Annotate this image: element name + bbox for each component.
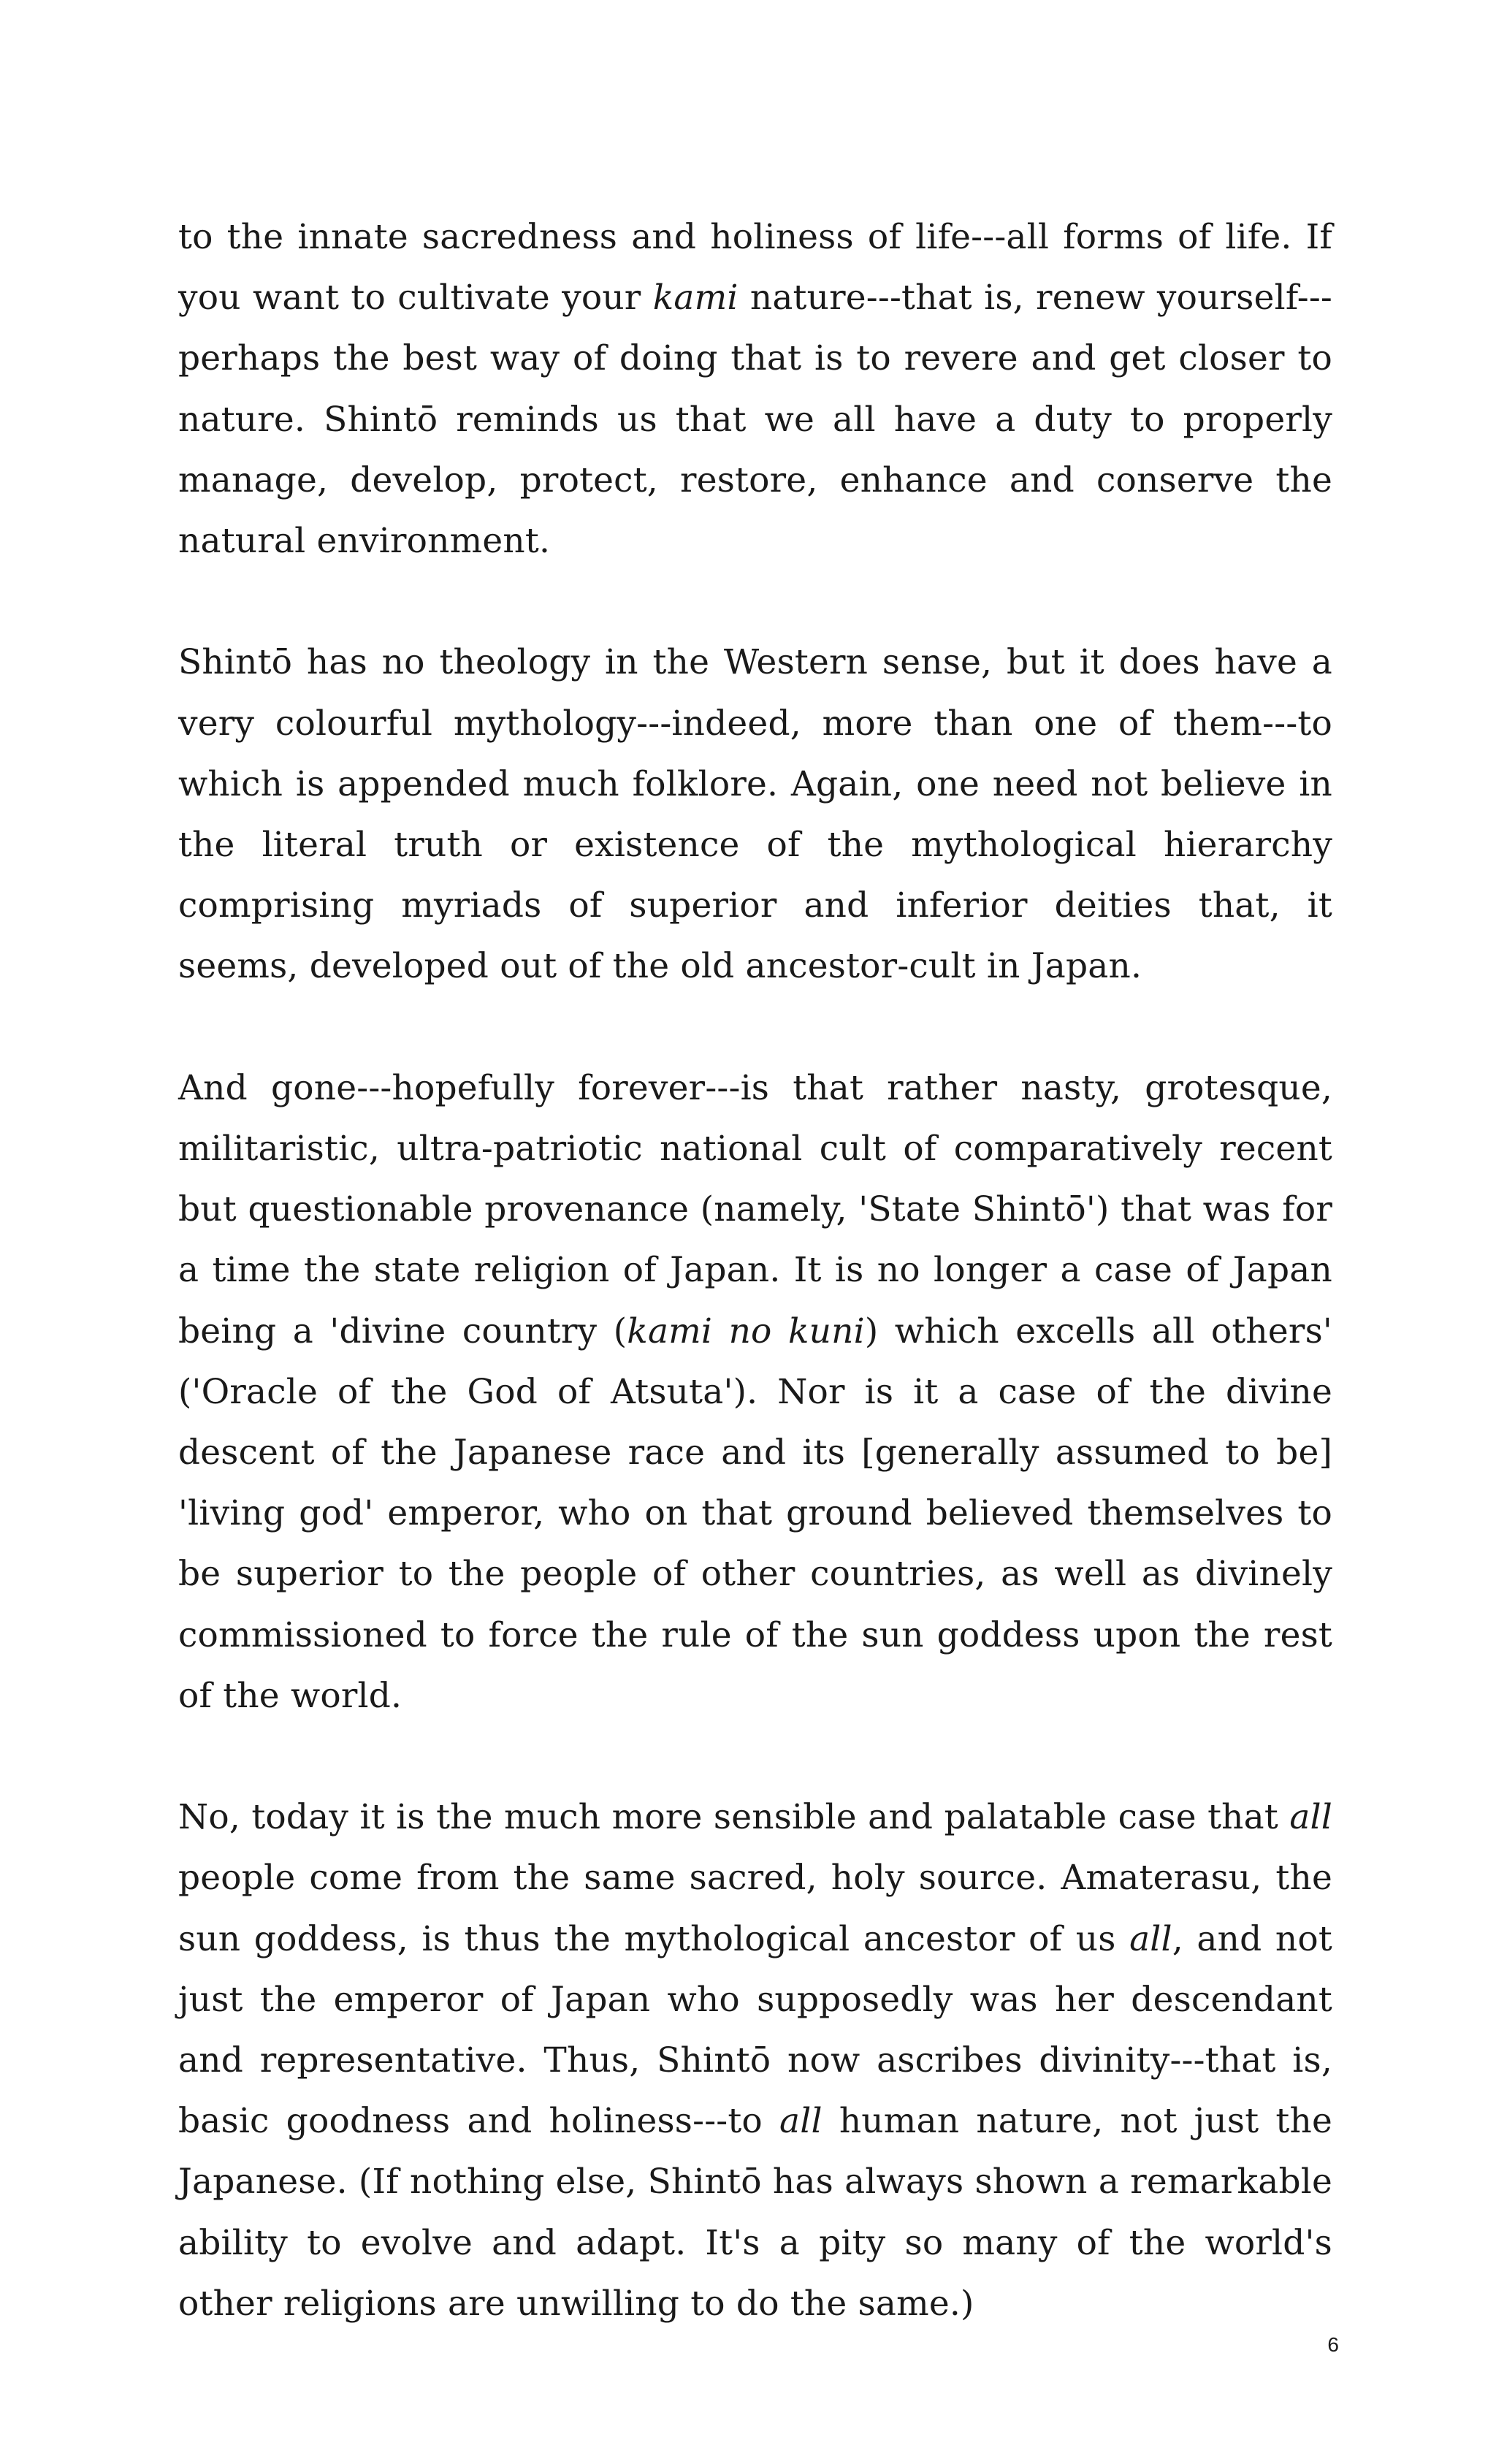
italic-term-kami: kami [652, 278, 739, 319]
body-text [178, 207, 1332, 2395]
paragraph-4: No, today it is the much more sensible and palatable case that all people come from the same sacred, holy source. Amaterasu, the sun goddess, is thus the mythological ancestor of us all, and not just the emperor of Japan who supposedly was her descendant and representative. Thus, Shintō now ascribes divinity---that is, basic goodness and holiness---to all human nature, not just the Japanese. (If nothing else, Shintō has always shown a remarkable ability to evolve and adapt. It's a pity so many of the world's other religions are unwilling to do the same.) [178, 1797, 1332, 2324]
paragraph-3: And gone---hopefully forever---is that rather nasty, grotesque, militaristic, ultra-patriotic national cult of comparatively recent but questionable provenance (namely, 'State Shintō') that was for a time the state religion of Japan. It is no longer a case of Japan being a 'divine country (kami no kuni) which excells all others' ('Oracle of the God of Atsuta'). Nor is it a case of the divine descent of the Japanese race and its [generally assumed to be] 'living god' emperor, who on that ground believed themselves to be superior to the people of other countries, as well as divinely commissioned to force the rule of the sun goddess upon the rest of the world. [178, 1067, 1333, 1716]
italic-word-all: all [779, 2101, 823, 2142]
paragraph-1: to the innate sacredness and holiness of life---all forms of life. If you want to cultivate your kami nature---that is, renew yourself---perhaps the best way of doing that is to revere and get closer to nature. Shintō reminds us that we all have a duty to properly manage, develop, protect, restore, enhance and conserve the natural environment. [178, 217, 1332, 562]
page-number: 6 [1327, 2333, 1339, 2356]
italic-word-all: all [1129, 1918, 1172, 1959]
paragraph-2: Shintō has no theology in the Western sense, but it does have a very colourful mythology---indeed, more than one of them---to which is appended much folklore. Again, one need not believe in the literal truth or existence of the mythological hierarchy comprising myriads of superior and inferior deities that, it seems, developed out of the old ancestor-cult in Japan. [178, 642, 1332, 987]
italic-word-all: all [1289, 1797, 1332, 1838]
italic-term-kami-no-kuni: kami no kuni [627, 1311, 865, 1351]
